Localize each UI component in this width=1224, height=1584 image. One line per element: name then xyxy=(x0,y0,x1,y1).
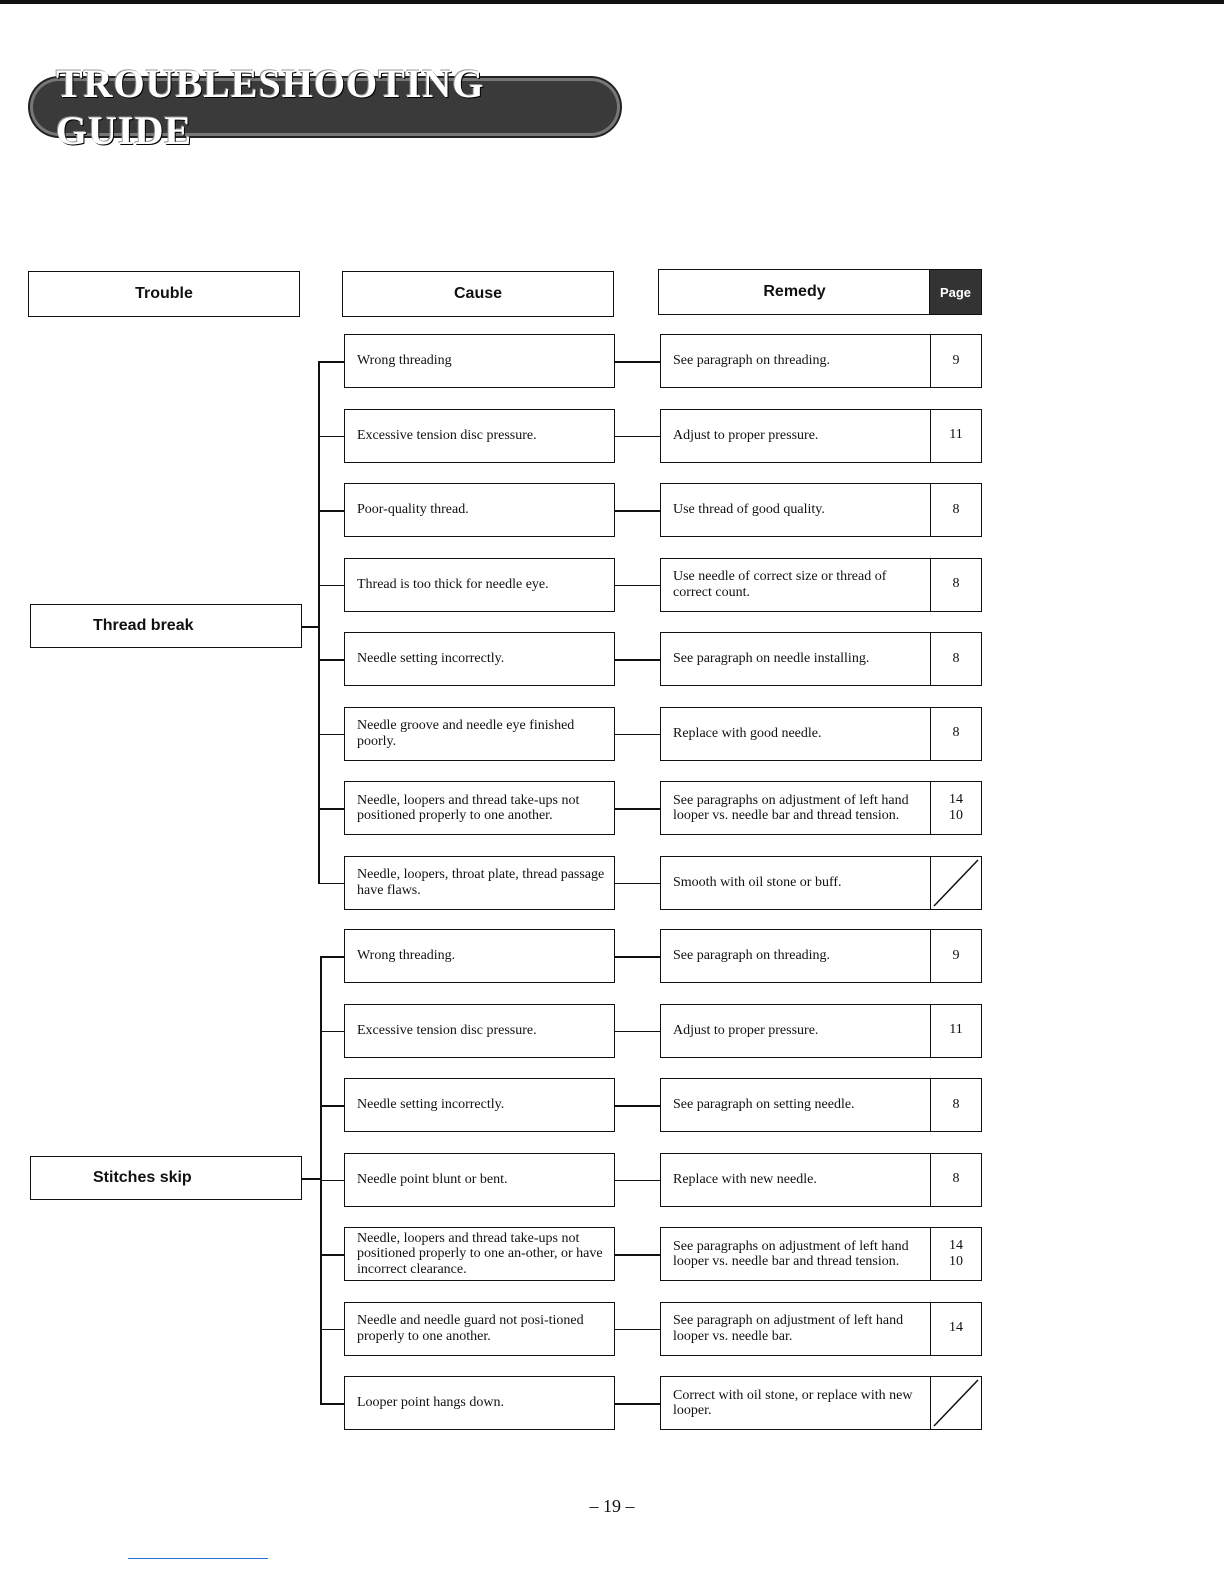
cause-box xyxy=(344,1078,615,1132)
page-ref-box xyxy=(930,409,982,463)
cause-text: Needle setting incorrectly. xyxy=(357,651,505,667)
connector-line xyxy=(615,361,660,363)
bottom-rule xyxy=(128,1558,268,1559)
page-ref: 14 xyxy=(949,1320,963,1336)
page-ref-box xyxy=(930,334,982,388)
trouble-connector xyxy=(302,626,318,628)
remedy-box xyxy=(660,1004,932,1058)
page-ref: 11 xyxy=(949,1022,963,1038)
remedy-text: Replace with good needle. xyxy=(673,725,822,741)
bracket-tick xyxy=(320,1105,344,1107)
page-ref-box xyxy=(930,1153,982,1207)
connector-line xyxy=(615,1180,660,1182)
page-ref-box xyxy=(930,781,982,835)
connector-line xyxy=(615,510,660,512)
trouble-label: Stitches skip xyxy=(93,1169,192,1186)
cause-box xyxy=(344,409,615,463)
header-trouble xyxy=(28,271,300,317)
remedy-box xyxy=(660,558,932,612)
page-ref: 14 10 xyxy=(949,791,963,823)
remedy-text: See paragraph on threading. xyxy=(673,948,831,964)
bracket-tick xyxy=(318,883,344,885)
header-remedy-label: Remedy xyxy=(763,283,826,300)
cause-box xyxy=(344,334,615,388)
page-ref-box xyxy=(930,707,982,761)
page-ref: 8 xyxy=(952,1171,960,1187)
connector-line xyxy=(615,585,660,587)
header-remedy xyxy=(658,269,931,315)
page-ref: 8 xyxy=(952,576,960,592)
header-page xyxy=(929,269,982,315)
bracket-tick xyxy=(318,436,344,438)
remedy-box xyxy=(660,1376,932,1430)
trouble-connector xyxy=(302,1178,320,1180)
cause-box xyxy=(344,632,615,686)
bracket-tick xyxy=(320,1180,344,1182)
bracket-tick xyxy=(318,361,344,363)
cause-box xyxy=(344,483,615,537)
page-ref: 14 10 xyxy=(949,1237,963,1269)
cause-box xyxy=(344,1376,615,1430)
connector-line xyxy=(615,734,660,736)
remedy-text: See paragraphs on adjustment of left hand looper vs. needle bar and thread tension. xyxy=(673,1238,909,1269)
remedy-text: Adjust to proper pressure. xyxy=(673,427,819,443)
remedy-text: See paragraph on setting needle. xyxy=(673,1097,855,1113)
remedy-box xyxy=(660,1302,932,1356)
cause-text: Needle and needle guard not posi-tioned properly to one another. xyxy=(357,1313,584,1344)
remedy-text: Replace with new needle. xyxy=(673,1171,817,1187)
trouble-box xyxy=(30,604,302,648)
header-cause-label: Cause xyxy=(453,285,503,302)
page-title: TROUBLESHOOTING GUIDE xyxy=(56,61,485,153)
connector-line xyxy=(615,1254,660,1256)
connector-line xyxy=(615,1403,660,1405)
header-trouble-label: Trouble xyxy=(135,285,193,302)
page-ref: 11 xyxy=(949,427,963,443)
remedy-text: See paragraphs on adjustment of left hand looper vs. needle bar and thread tension. xyxy=(673,792,909,823)
not-applicable-slash xyxy=(931,1377,981,1429)
cause-text: Excessive tension disc pressure. xyxy=(357,427,537,443)
remedy-text: Use thread of good quality. xyxy=(673,502,825,518)
page-ref-box xyxy=(930,632,982,686)
page-ref-none xyxy=(930,1376,982,1430)
remedy-text: Smooth with oil stone or buff. xyxy=(673,874,842,890)
cause-text: Wrong threading. xyxy=(357,948,456,964)
page-ref-box xyxy=(930,1302,982,1356)
bracket-tick xyxy=(318,510,344,512)
bracket-tick xyxy=(318,734,344,736)
remedy-text: See paragraph on threading. xyxy=(673,353,831,369)
connector-line xyxy=(615,1329,660,1331)
page-ref-box xyxy=(930,1078,982,1132)
page-ref-box xyxy=(930,1227,982,1281)
page-ref: 8 xyxy=(952,725,960,741)
cause-box xyxy=(344,929,615,983)
bracket-line xyxy=(318,361,320,883)
bracket-tick xyxy=(318,585,344,587)
header-page-label: Page xyxy=(930,270,981,314)
remedy-text: Use needle of correct size or thread of correct count. xyxy=(673,569,887,600)
connector-line xyxy=(615,436,660,438)
page-ref-none xyxy=(930,856,982,910)
connector-line xyxy=(615,1031,660,1033)
bracket-tick xyxy=(320,1254,344,1256)
top-border xyxy=(0,0,1224,4)
page-ref: 8 xyxy=(952,650,960,666)
remedy-text: See paragraph on adjustment of left hand looper vs. needle bar. xyxy=(673,1313,904,1344)
cause-box xyxy=(344,707,615,761)
remedy-box xyxy=(660,1227,932,1281)
remedy-box xyxy=(660,856,932,910)
cause-text: Needle, loopers and thread take-ups not positioned properly to one an-other, or have incorrect clearance. xyxy=(357,1230,603,1277)
bracket-tick xyxy=(320,956,344,958)
cause-text: Needle point blunt or bent. xyxy=(357,1171,508,1187)
cause-box xyxy=(344,1302,615,1356)
cause-text: Poor-quality thread. xyxy=(357,502,469,518)
cause-text: Thread is too thick for needle eye. xyxy=(357,576,549,592)
bracket-tick xyxy=(318,659,344,661)
page-ref: 9 xyxy=(952,352,960,368)
connector-line xyxy=(615,659,660,661)
cause-box xyxy=(344,856,615,910)
page-ref-box xyxy=(930,1004,982,1058)
cause-box xyxy=(344,781,615,835)
bracket-tick xyxy=(320,1403,344,1405)
bracket-tick xyxy=(318,808,344,810)
title-banner xyxy=(30,61,620,153)
page-ref: 9 xyxy=(952,947,960,963)
bracket-tick xyxy=(320,1031,344,1033)
cause-text: Wrong threading xyxy=(357,353,452,369)
remedy-box xyxy=(660,781,932,835)
remedy-text: Adjust to proper pressure. xyxy=(673,1022,819,1038)
remedy-box xyxy=(660,483,932,537)
bracket-tick xyxy=(320,1329,344,1331)
not-applicable-slash xyxy=(931,857,981,909)
trouble-label: Thread break xyxy=(93,617,194,634)
connector-line xyxy=(615,883,660,885)
remedy-box xyxy=(660,334,932,388)
remedy-box xyxy=(660,632,932,686)
cause-text: Needle setting incorrectly. xyxy=(357,1097,505,1113)
remedy-text: See paragraph on needle installing. xyxy=(673,651,870,667)
cause-box xyxy=(344,1153,615,1207)
page-ref-box xyxy=(930,483,982,537)
remedy-box xyxy=(660,929,932,983)
cause-text: Excessive tension disc pressure. xyxy=(357,1022,537,1038)
page-ref: 8 xyxy=(952,501,960,517)
page-ref: 8 xyxy=(952,1096,960,1112)
cause-text: Needle, loopers, throat plate, thread passage have flaws. xyxy=(357,867,605,898)
cause-box xyxy=(344,1004,615,1058)
connector-line xyxy=(615,808,660,810)
header-cause xyxy=(342,271,614,317)
page-number: – 19 – xyxy=(589,1496,635,1516)
page-ref-box xyxy=(930,558,982,612)
remedy-box xyxy=(660,707,932,761)
cause-text: Needle, loopers and thread take-ups not positioned properly to one another. xyxy=(357,792,580,823)
connector-line xyxy=(615,956,660,958)
page-ref-box xyxy=(930,929,982,983)
remedy-box xyxy=(660,1153,932,1207)
cause-box xyxy=(344,1227,615,1281)
bracket-line xyxy=(320,956,322,1403)
cause-text: Needle groove and needle eye finished poorly. xyxy=(357,718,575,749)
trouble-box xyxy=(30,1156,302,1200)
remedy-text: Correct with oil stone, or replace with new looper. xyxy=(673,1387,913,1418)
cause-text: Looper point hangs down. xyxy=(357,1395,504,1411)
cause-box xyxy=(344,558,615,612)
connector-line xyxy=(615,1105,660,1107)
remedy-box xyxy=(660,409,932,463)
remedy-box xyxy=(660,1078,932,1132)
